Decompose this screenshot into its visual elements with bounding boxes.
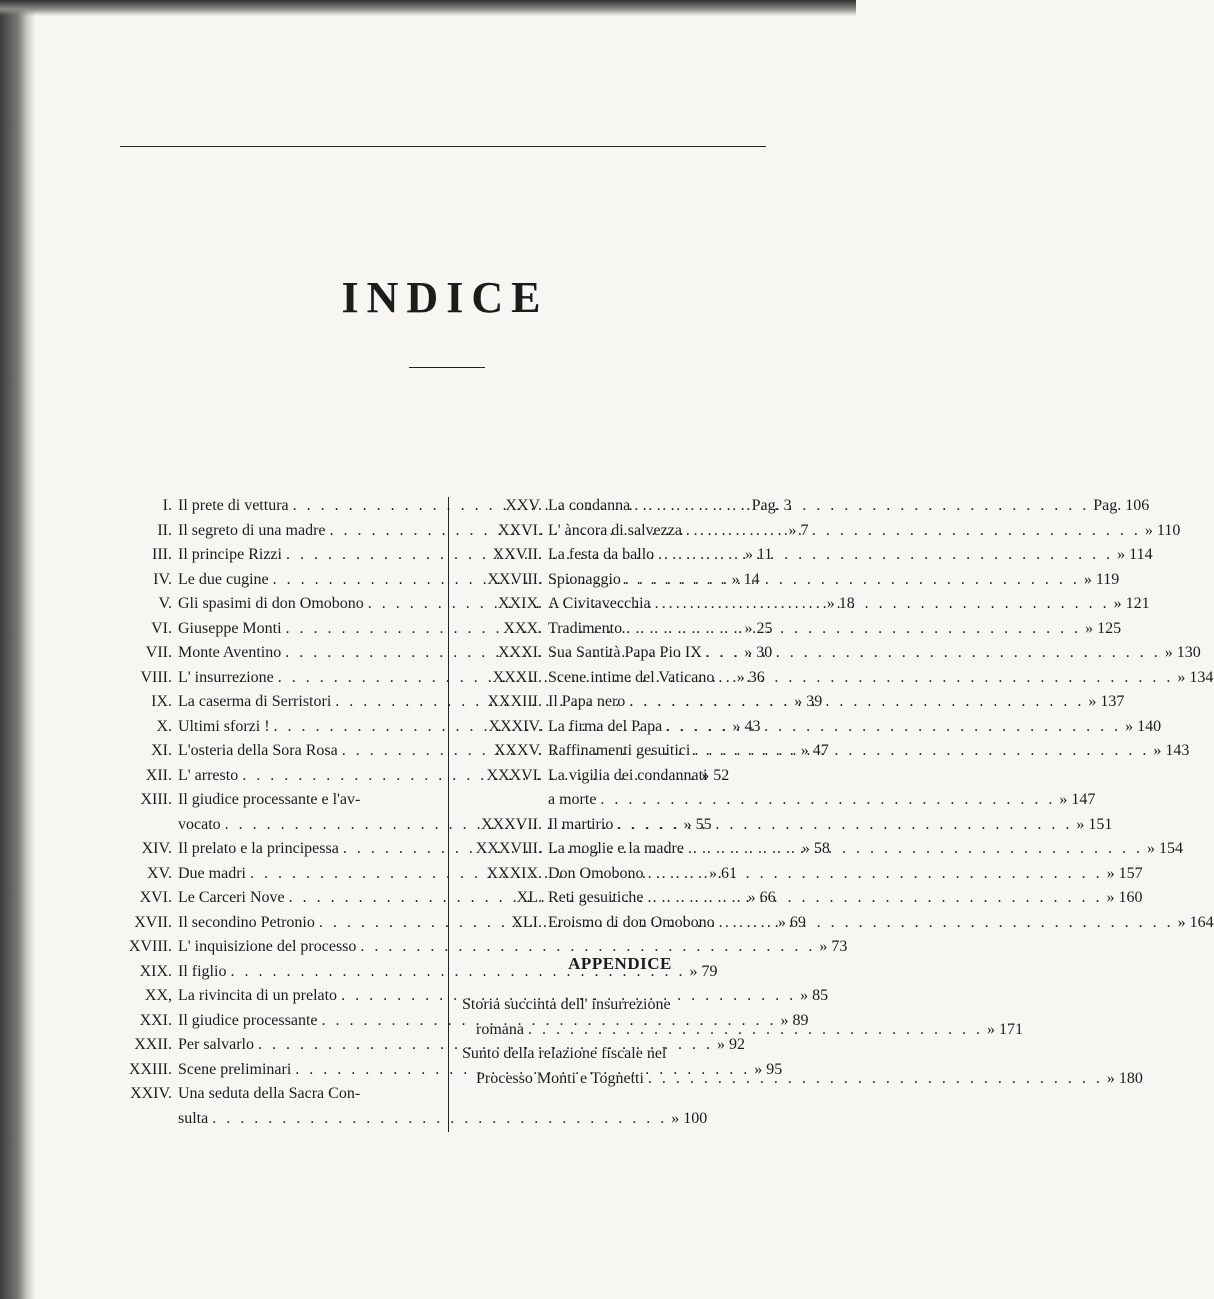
page-number: » 134: [1177, 668, 1214, 686]
page-number: » 147: [1059, 791, 1096, 808]
chapter-title: Monte Aventino: [178, 644, 282, 661]
chapter-number: XIX.: [139, 962, 172, 980]
chapter-number: XIV.: [141, 840, 172, 857]
chapter-title: Scene intime del Vaticano: [548, 668, 715, 686]
page-number: » 121: [1113, 595, 1150, 612]
page-number: » 7: [788, 521, 809, 539]
page-number: » 79: [689, 962, 718, 980]
leader-dots: [715, 914, 1178, 932]
chapter-number: XXVI.: [498, 521, 542, 539]
page-number: » 61: [708, 864, 737, 882]
chapter-number: IV.: [153, 570, 172, 588]
chapter-title: Reti gesuitiche: [548, 889, 644, 906]
appendix-heading: APPENDICE: [568, 954, 672, 973]
toc-entry: [462, 644, 1201, 669]
leader-dots: [714, 669, 1177, 687]
chapter-title: La vigilia dei condannati: [548, 766, 708, 784]
chapter-number: XV.: [146, 864, 172, 882]
toc-entry: [462, 717, 1162, 743]
page-number: » 43: [732, 717, 761, 735]
chapter-title: romana: [476, 1020, 524, 1038]
page-number: » 130: [1164, 644, 1201, 661]
toc-entry: [462, 521, 1181, 547]
leader-dots: [644, 1070, 1107, 1088]
chapter-title: L' àncora di salvezza: [548, 521, 682, 539]
chapter-title: Eroismo di don Omobono: [548, 913, 715, 931]
chapter-number: I.: [162, 497, 172, 514]
chapter-title: Per salvarlo: [178, 1036, 254, 1053]
chapter-number: XXXVIII.: [475, 840, 542, 857]
chapter-number: VI.: [151, 619, 172, 637]
chapter-title: Il secondino Petronio: [178, 913, 315, 931]
chapter-title: Il segreto di una madre: [178, 521, 326, 539]
leader-dots: [682, 522, 1145, 540]
page-number: » 164: [1177, 913, 1214, 931]
page-number: » 30: [744, 644, 773, 661]
chapter-number: IX.: [151, 693, 172, 710]
chapter-title: La rivincita di un prelato: [178, 987, 338, 1004]
page-title: INDICE: [341, 273, 549, 322]
toc-entry: [462, 889, 1143, 914]
chapter-title: La condanna: [548, 497, 631, 514]
chapter-title: La firma del Papa: [548, 717, 663, 735]
toc-entry: [116, 1085, 428, 1110]
page-number: » 52: [701, 766, 730, 784]
chapter-title: Il principe Rizzi: [178, 546, 282, 563]
chapter-title: La caserma di Serristori: [178, 693, 332, 710]
chapter-number: XXXIX.: [486, 864, 542, 882]
chapter-title: a morte: [548, 791, 597, 808]
page-top-edge: [0, 0, 856, 16]
toc-entry: [462, 815, 1113, 841]
page-number: » 125: [1085, 619, 1122, 637]
chapter-number: XI.: [151, 742, 172, 759]
toc-entry: [462, 619, 1122, 645]
page-number: » 85: [800, 987, 829, 1004]
top-rule: [120, 146, 766, 147]
page-number: » 73: [819, 938, 848, 955]
toc-entry: [116, 791, 428, 816]
chapter-title: L' insurrezione: [178, 668, 274, 686]
page-number: » 160: [1106, 889, 1143, 906]
page-number: » 66: [747, 889, 776, 906]
page-number: » 114: [1117, 546, 1153, 563]
leader-dots: [625, 693, 1088, 711]
leader-dots: [684, 840, 1147, 858]
chapter-title: Scene preliminari: [178, 1060, 292, 1078]
leader-dots: [622, 620, 1085, 638]
chapter-number: XXVIII.: [487, 570, 542, 588]
page-number: » 89: [780, 1011, 809, 1029]
page-number: » 137: [1088, 693, 1125, 710]
chapter-number: XXXI.: [498, 644, 542, 661]
page-number: » 14: [731, 570, 760, 588]
chapter-title: L' arresto: [178, 766, 239, 784]
chapter-number: XXXV.: [493, 742, 542, 759]
leader-dots: [524, 1021, 987, 1039]
page-number: » 58: [801, 840, 830, 857]
chapter-title: Il Papa nero: [548, 693, 626, 710]
chapter-title: Il prete di vettura: [178, 497, 289, 514]
chapter-title: L' inquisizione del processo: [178, 938, 357, 955]
chapter-title: Il prelato e la principessa: [178, 840, 339, 857]
chapter-number: XXIII.: [128, 1060, 172, 1078]
chapter-title: sulta: [178, 1109, 209, 1127]
leader-dots: [651, 595, 1114, 613]
chapter-title: Sua Santità Papa Pio IX: [548, 644, 702, 661]
chapter-title: A Civitavecchia: [548, 595, 651, 612]
page-number: » 154: [1146, 840, 1183, 857]
leader-dots: [654, 546, 1117, 564]
chapter-number: VII.: [145, 644, 172, 661]
chapter-title: Ultimi sforzi !: [178, 717, 270, 735]
chapter-number: XXIX.: [498, 595, 542, 612]
chapter-title: Le Carceri Nove: [178, 889, 285, 906]
page-number: » 157: [1106, 864, 1143, 882]
chapter-number: XXX.: [503, 619, 542, 637]
toc-entry: [462, 570, 1120, 596]
page-number: » 110: [1144, 521, 1181, 539]
chapter-title: vocato: [178, 815, 221, 833]
chapter-number: X.: [156, 717, 172, 735]
toc-entry: [462, 767, 778, 792]
chapter-number: III.: [152, 546, 172, 563]
chapter-title: Una seduta della Sacra Con-: [178, 1085, 361, 1102]
chapter-title: Raffinamenti gesuitici: [548, 742, 691, 759]
chapter-number: XXXVII.: [481, 815, 542, 833]
chapter-number: XII.: [145, 766, 172, 784]
chapter-number: XVIII.: [128, 938, 172, 955]
leader-dots: [596, 791, 1059, 809]
chapter-number: XXXIII.: [487, 693, 542, 710]
page-number: » 140: [1125, 717, 1162, 735]
leader-dots: [621, 571, 1084, 589]
chapter-number: XLI.: [511, 913, 542, 931]
leader-dots: [662, 718, 1125, 736]
chapter-title: Il giudice processante e l'av-: [178, 791, 361, 808]
toc-entry: [116, 938, 848, 963]
page-number: » 55: [683, 815, 712, 833]
chapter-title: Giuseppe Monti: [178, 619, 282, 637]
page-number: Pag. 3: [751, 497, 792, 514]
chapter-number: XXXIV.: [488, 717, 542, 735]
leader-dots: [613, 816, 1076, 834]
toc-entry: [462, 497, 1150, 522]
page-number: » 100: [671, 1109, 708, 1127]
chapter-number: V.: [158, 595, 172, 612]
page-number: » 151: [1076, 815, 1113, 833]
page-number: » 39: [794, 693, 823, 710]
chapter-number: VIII.: [140, 668, 172, 686]
leader-dots: [644, 889, 1107, 907]
chapter-title: Il figlio: [178, 962, 227, 980]
chapter-title: Il giudice processante: [178, 1011, 318, 1029]
chapter-number: XVII.: [134, 913, 172, 931]
appendix-entry: [462, 996, 778, 1021]
page-number: » 25: [744, 619, 773, 637]
leader-dots: [208, 1110, 671, 1128]
page-number: » 180: [1106, 1069, 1143, 1087]
chapter-title: Processo Monti e Tognetti: [476, 1069, 644, 1087]
chapter-number: XIII.: [140, 791, 172, 808]
page-number: » 171: [986, 1020, 1023, 1038]
chapter-title: Gli spasimi di don Omobono: [178, 595, 364, 612]
appendix-entry: [462, 1045, 778, 1070]
chapter-title: Tradimento: [548, 619, 623, 637]
leader-dots: [644, 865, 1107, 883]
chapter-title: L'osteria della Sora Rosa: [178, 742, 338, 759]
leader-dots: [630, 497, 1093, 515]
chapter-title: Storia succinta dell' insurrezione: [462, 996, 671, 1013]
page-number: » 95: [754, 1060, 783, 1078]
chapter-number: XXIV.: [130, 1085, 172, 1102]
chapter-number: XXV.: [505, 497, 542, 514]
chapter-title: Don Omobono: [548, 864, 644, 882]
page-number: » 11: [744, 546, 773, 563]
page-number: » 92: [716, 1036, 745, 1053]
chapter-number: XXI.: [139, 1011, 172, 1029]
leader-dots: [690, 742, 1153, 760]
page-number: Pag. 106: [1093, 497, 1150, 514]
chapter-number: XXXII.: [492, 668, 542, 686]
chapter-title: La festa da ballo: [548, 546, 655, 563]
toc-entry: [116, 1109, 708, 1135]
page-number: » 69: [777, 913, 806, 931]
chapter-title: Due madri: [178, 864, 246, 882]
page-number: » 47: [800, 742, 829, 759]
toc-entry: [462, 668, 1214, 694]
toc-entry: [462, 546, 1153, 571]
toc-entry: [462, 791, 1096, 816]
chapter-number: XXII.: [134, 1036, 172, 1053]
title-underline: [409, 367, 485, 368]
chapter-title: Spionaggio: [548, 570, 621, 588]
chapter-number: XX,: [144, 987, 172, 1004]
chapter-title: La moglie e la madre: [548, 840, 684, 857]
toc-entry: [462, 864, 1143, 890]
chapter-number: XVI.: [139, 889, 172, 906]
page-number: » 18: [826, 595, 855, 612]
book-spine-shadow: [0, 0, 36, 1299]
chapter-title: Sunto della relazione fiscale nel: [462, 1045, 667, 1062]
leader-dots: [702, 644, 1165, 662]
page-number: » 143: [1153, 742, 1190, 759]
page-number: » 119: [1083, 570, 1120, 588]
chapter-title: Il martirio: [548, 815, 614, 833]
chapter-number: XL.: [516, 889, 542, 906]
chapter-number: II.: [157, 521, 172, 539]
page-number: » 36: [736, 668, 765, 686]
chapter-number: XXXVI.: [486, 766, 542, 784]
chapter-number: XXVII.: [492, 546, 542, 563]
chapter-title: Le due cugine: [178, 570, 269, 588]
